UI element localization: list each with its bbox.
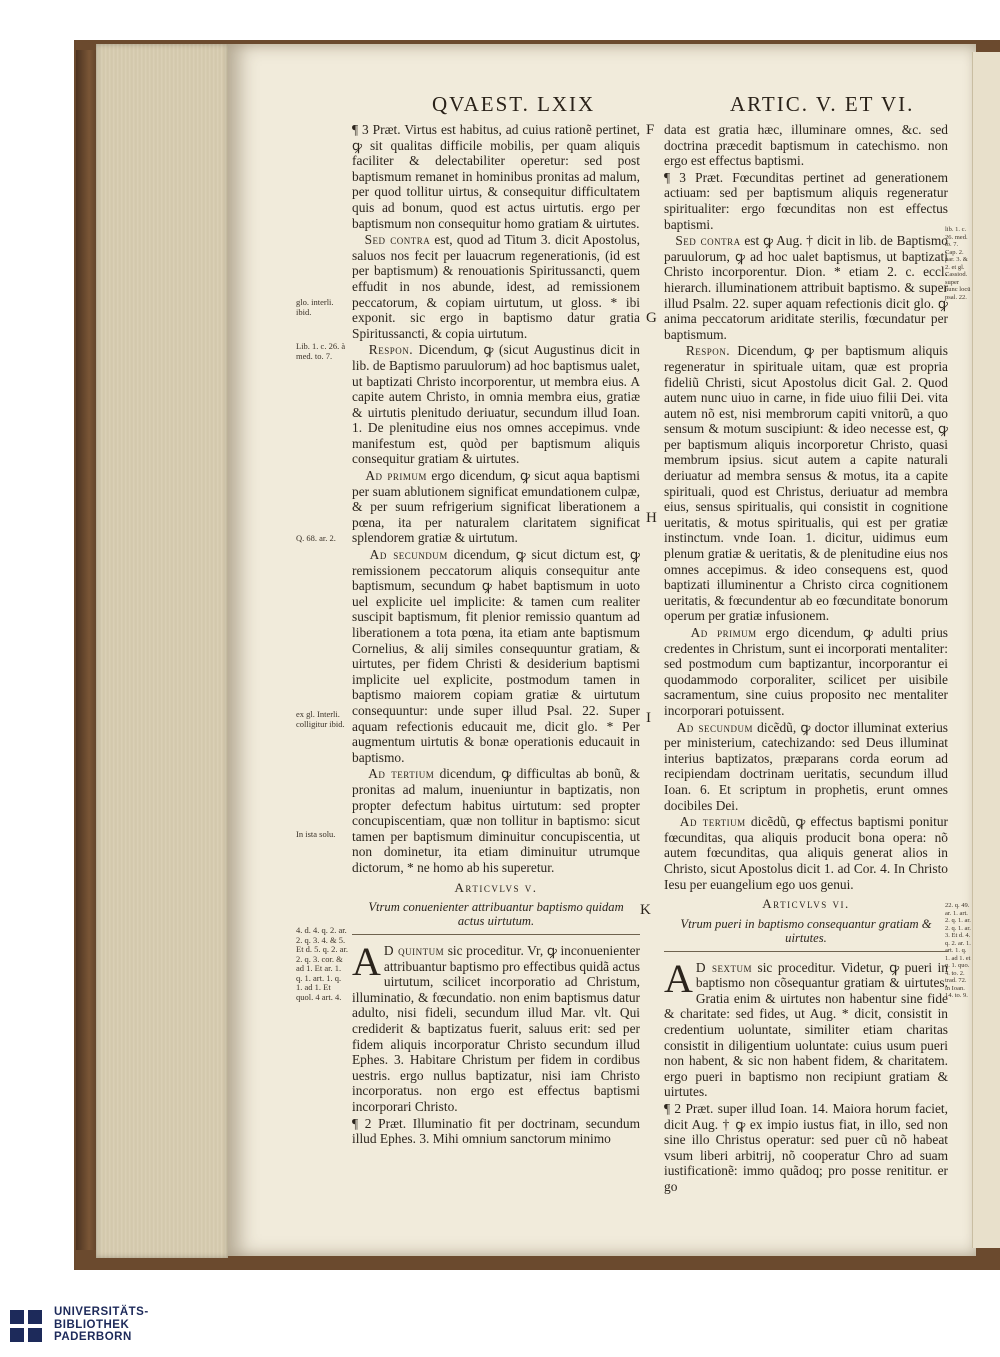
ad-tertium-text: dicẽdũ, ꝙ effectus baptismi ponitur fœcunditas, qua aliquis producit bona opera: nõ autem fœcunditas, qua aliquis generat alios in Christo, sicut Apostolus dicit 1. ad Cor. 4. In Christo Iesu per euangelium ego uos genui. — [664, 814, 948, 892]
library-logo-icon — [8, 1306, 48, 1346]
article-opening-text: sic proceditur. Videtur, ꝙ pueri in baptismo non cõsequantur gratiam & uirtutes. Gratia enim & uirtutes non habentur sine fide & charitate: sed fides, ut Aug. * dicit, consistit in credentium uoluntate, similiter etiam charitas consistit in diligentium uoluntate: cuius usum pueri non habent, & sic non habent fidem, & charitatem. ergo pueri in baptismo non recipiunt gratiam & uirtutes. — [664, 959, 948, 1100]
left-text-column — [352, 122, 640, 1147]
respondeo-paragraph — [664, 343, 948, 624]
margin-note: 22. q. 49. ar. 1. art. 2. q. 1. ar. 2. q. 1. ar. 3. Et d. 4. q. 2. ar. 1. art. 1. q. 1. ad 1. et q. 1. quo. 4. to. 2. trad. 72. in Ioan. 14. to. 9. — [945, 902, 971, 999]
library-logo — [0, 1300, 180, 1357]
ad-primum-label: Ad primum — [690, 625, 757, 640]
margin-letter-k: K — [640, 902, 651, 918]
ad-secundum-label: Ad secundum — [369, 547, 448, 563]
margin-note: ex gl. Interli. colligitur ibid. — [296, 709, 345, 729]
article-heading: Articvlvs v. — [454, 879, 538, 895]
ad-primum-text: ergo dicendum, ꝙ sicut aqua baptismi per suam ablutionem significat emundationem culpæ, & per suum refrigerium significat liberationem a pœna, ita per naturalem claritatem significat splendorem gratiæ & uirtutum. — [352, 468, 640, 546]
ad-tertium-label: Ad tertium — [679, 814, 746, 830]
ad-primum-text: ergo dicendum, ꝙ adulti prius credentes in Christum, sunt ei incorporati mentaliter: sed postmodum cum baptizantur, incorporantur ei quodammodo corporaliter, scilicet per uisibile sacramentum, sine cuius proposito nec mentaliter incorporari potuissent. — [664, 625, 948, 718]
ad-secundum-paragraph — [664, 720, 948, 814]
margin-note: lib. 1. c. 26. med. to. 7. Cap. 2. par. 3. & 2. et gl. Cassiod. super hunc locü psal. 22. — [945, 226, 971, 301]
ad-secundum-text: dicendum, ꝙ sicut dictum est, ꝙ remissionem peccatorum aliquis consequitur ante baptismum, secundum ꝙ habet baptismum in uoto uel explicite uel implicite: & tamen cum realiter suscipit baptismum, fit plenior remissio quantum ad liberationem a tota pœna, ita etiam ante baptismum Cornelius, & alij similes consequuntur gratiam, & uirtutes, per fidem Christi & desiderium baptismi implicite uel explicite, postmodum tamen in baptismo maiorem copiam gratiæ & uirtutum consequuntur: unde super illud Psal. 22. Super aquam refectionis educauit me, dicit glo. * Per augmentum uirtutis & bonæ operationis educauit in baptismo. — [352, 547, 640, 765]
library-logo-line: UNIVERSITÄTS- — [54, 1306, 149, 1318]
sed-contra-text: est, quod ad Titum 3. dicit Apostolus, saluos nos fecit per lauacrum regenerationis, (id est per baptismum) & renouationis Spiritussancti, quem effudit in nos abunde, idest, ad remissionem peccatorum, & copiam uirtutum, ut gloss. * ibi exponit. sic ergo in baptismo datur gratia Spiritussancti, & copia uirtutum. — [352, 232, 640, 341]
drop-cap: A — [664, 955, 693, 1001]
article-question: Vtrum pueri in baptismo consequantur gratiam & uirtutes. — [664, 915, 948, 952]
ad-tertium-paragraph — [352, 766, 640, 875]
ad-tertium-text: dicendum, ꝙ difficultas ab bonũ, & pronitas ad malum, inueniuntur in baptizatis, non propter defectum habitus uirtutum: sed propter concupiscentiam, quæ non tollitur in baptismo: sicut tamen per baptismum diminuitur concupiscentia, ut non dominetur, ita etiam diminuitur utrumque dictorum, * ne homo ab his superetur. — [352, 766, 640, 875]
respondeo-text: Dicendum, ꝙ (sicut Augustinus dicit in lib. de Baptismo paruulorum) ad hoc baptismus ualet, ut baptizati Christo incorporentur, ut membra eius. A capite autem Christo, in omnia membra eius, gratiæ & uirtutis plenitudo deriuatur, secundum illud Ioan. 1. De plenitudine eius nos omnes accepimus. vnde manifestum est, quòd per baptismum aliquis consequitur gratiam & uirtutes. — [352, 342, 640, 467]
library-logo-text — [54, 1306, 149, 1344]
sed-contra-label: Sed contra — [364, 232, 431, 248]
facing-page-edge — [972, 52, 1000, 1248]
right-text-column — [664, 122, 948, 1195]
respondeo-text: Dicendum, ꝙ per baptismum aliquis regeneratur in spirituale uitam, quæ est propria fideliũ Christi, sicut Apostolus dicit Gal. 2. Quod autem nunc uiuo in carne, in fide uiuo filii Dei. vita autem nõ est, nisi membrorum capiti vnitorũ, a quo sensum & motum suscipiunt: & ideo necesse est, ꝙ per baptismum aliquis incorporetur Christo, quasi membrum ipsius. sicut autem a capite naturali deriuatur ad membra sensus & motus, ita a capite spirituali, quod est Christus, deriuatur ad membra eius, sensus spiritualis, qui consistit in cognitione ueritatis, & motus spiritualis, qui est per gratiæ instinctum. vnde Ioan. 1. dicitur, uidimus eum plenum gratiæ & ueritatis, & de plenitudine eius nos omnes accepimus. & ideo consequens est, quod baptizati illuminentur a Christo circa cognitionem ueritatis, & fœcundentur ab eo fœcunditate bonorum operum per gratiæ infusionem. — [664, 343, 948, 624]
margin-letter-f: F — [646, 122, 655, 138]
book-spine-edge — [76, 50, 98, 1250]
article-opening — [352, 939, 641, 1115]
ad-sextum-label: D sextum — [695, 959, 753, 975]
library-logo-line: PADERBORN — [54, 1331, 132, 1343]
sed-contra-paragraph — [664, 233, 948, 342]
respondeo-label: Respon. — [368, 342, 414, 358]
ad-secundum-label: Ad secundum — [676, 719, 753, 735]
sed-contra-paragraph — [352, 232, 640, 341]
library-logo-line: BIBLIOTHEK — [54, 1318, 130, 1331]
ad-primum-paragraph — [352, 468, 640, 546]
margin-note: 4. d. 4. q. 2. ar. 2. q. 3. 4. & 5. Et d. 5. q. 2. ar. 2. q. 3. cor. & ad 1. Et ar. 1. q. 1. art. 1. q. 1. ad 1. Et quol. 4 art. 4. — [296, 925, 348, 1002]
margin-letter-h: H — [646, 510, 657, 526]
objection-2: ¶ 2 Præt. super illud Ioan. 14. Maiora horum faciet, dicit Aug. † ꝙ ex impio iustus fiat, in illo, sed non sine illo Christus operatur: sed puer cũ nõ habeat vsum liberi arbitrij, nõ cooperatur Chro ad suam iustificationẽ: immo quãdoq; pro posse renititur. er go — [664, 1101, 948, 1194]
sed-contra-text: est ꝙ Aug. † dicit in lib. de Baptismo paruulorum, ꝙ ad hoc ualet baptismus, ut baptizati Christo incorporentur. Dion. * etiam 2. c. eccl. hierarch. illuminationem attribuit baptismo. & super illud Psalm. 22. super aquam refectionis dicit glo. ꝙ anima peccatorum ariditate sterilis, fœcundatur per baptismum. — [664, 233, 948, 342]
ad-primum-label: Ad primum — [365, 468, 427, 484]
running-head-right: ARTIC. V. ET VI. — [730, 92, 915, 116]
margin-letter-g: G — [646, 310, 657, 326]
objection-3: ¶ 3 Præt. Fœcunditas pertinet ad generationem actiuam: sed per baptismum aliquis regeneratur spiritualiter: ergo fœcunditas non est effectus baptismi. — [664, 169, 948, 232]
objection-2: ¶ 2 Præt. Illuminatio fit per doctrinam, secundum illud Ephes. 3. Mihi omnium sanctorum minimo — [352, 1115, 640, 1147]
ad-secundum-paragraph — [352, 547, 640, 765]
continuation-paragraph: data est gratia hæc, illuminare omnes, &c. sed doctrina præcedit baptismum in catechismo. non ergo est effectus baptismi. — [664, 122, 948, 169]
sed-contra-label: Sed contra — [675, 233, 741, 249]
respondeo-paragraph — [352, 342, 640, 467]
objection-3: ¶ 3 Præt. Virtus est habitus, ad cuius rationẽ pertinet, ꝙ sit qualitas difficile mobilis, per quam aliquis faciliter & delectabiliter operetur: sed post baptismum remanet in hominibus pronitas ad malum, per quod tollitur uirtus, & consequitur difficultatem quis ad bonum, quod est actus uirtutis. ergo per baptismum non consequitur homo gratiam & uirtutes. — [352, 122, 640, 231]
article-opening — [664, 955, 948, 1100]
margin-note: Lib. 1. c. 26. à med. to. 7. — [296, 341, 346, 361]
ad-quintum-label: D quintum — [383, 943, 445, 959]
margin-note: In ista solu. — [296, 829, 336, 839]
drop-cap: A — [352, 939, 381, 985]
article-opening-text: sic proceditur. Vr, ꝙ inconuenienter attribuantur baptismo pro effectibus quidã actus uirtutum, scilicet incorporatio ad Christum, illuminatio, & fœcundatio. non enim baptismus datur adulto, nisi fideli, secundum illud Mar. vlt. Qui crediderit & baptizatus fuerit, saluus erit: sed per fidem aliquis incorporatur Christo secundum illud Ephes. 3. Habitare Christum per fidem in cordibus uestris. ergo nullus baptizatur, nisi iam Christo incorporatus. non ergo est effectus baptismi incorporari Christo. — [352, 943, 641, 1115]
ad-tertium-label: Ad tertium — [368, 766, 435, 782]
ad-secundum-text: dicẽdũ, ꝙ doctor illuminat exterius per ministerium, catechizando: sed Deus illuminat interius baptizatos, præparans corda eorum ad recipiendam doctrinam ueritatis, secundum illud Ioan. 6. Et scriptum in prophetis, erunt omnes docibiles Dei. — [664, 719, 948, 813]
article-question: Vtrum conuenienter attribuantur baptismo quidam actus uirtutum. — [352, 898, 640, 935]
respondeo-label: Respon. — [685, 343, 731, 359]
margin-note: glo. interli. ibid. — [296, 297, 334, 317]
running-head-left: QVAEST. LXIX — [432, 92, 596, 116]
margin-note: Q. 68. ar. 2. — [296, 533, 336, 543]
margin-letter-i: I — [646, 710, 651, 726]
ad-tertium-paragraph — [664, 814, 948, 892]
page-fore-edge — [96, 44, 228, 1258]
article-heading: Articvlvs vi. — [762, 896, 850, 912]
ad-primum-paragraph — [664, 625, 948, 719]
